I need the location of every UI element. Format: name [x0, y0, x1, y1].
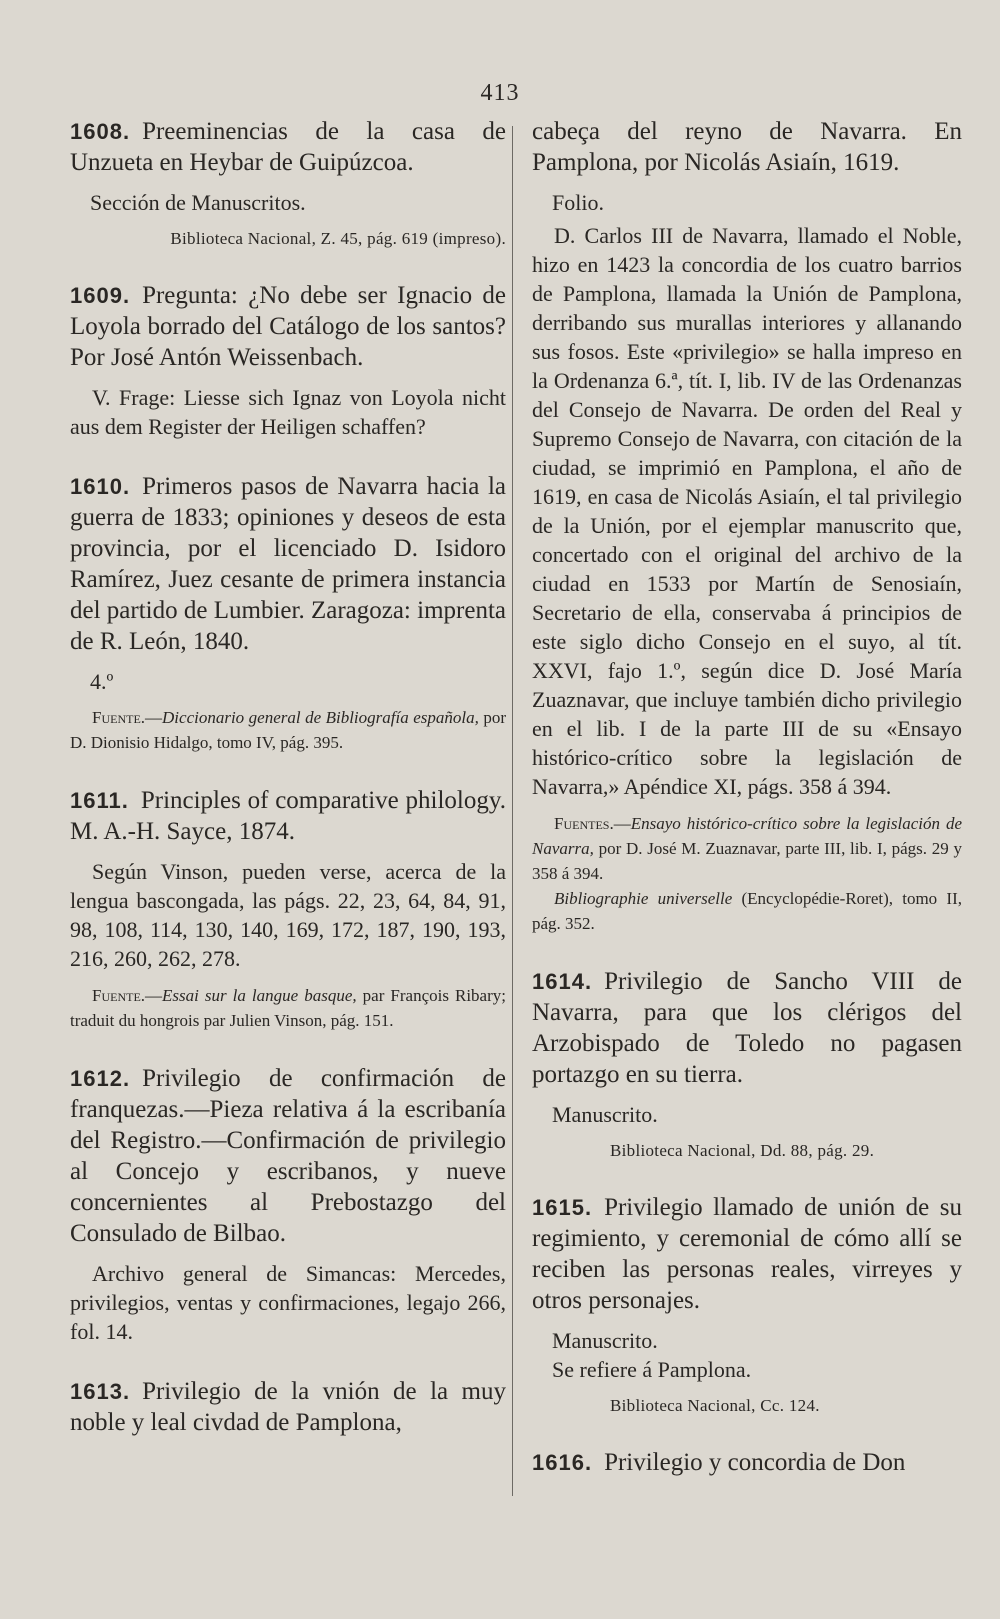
entry-number: 1614.	[532, 969, 593, 994]
left-column	[70, 116, 506, 1468]
entry-title: 1611. Principles of comparative philology. M. A.-H. Sayce, 1874.	[70, 787, 506, 845]
entry-title: 1612. Privilegio de confirmación de franquezas.—Pieza relativa á la escribanía del Registro.—Confirmación de privilegio al Concejo y escribanos, y nueve concernientes al Prebostazgo del Consulado de Bilbao.	[70, 1065, 506, 1247]
entry-1609	[70, 280, 506, 441]
entry-location: Biblioteca Nacional, Z. 45, pág. 619 (impreso).	[170, 229, 506, 248]
entry-source: Fuente.—Diccionario general de Bibliografía española, por D. Dionisio Hidalgo, tomo IV, pág. 395.	[70, 708, 506, 752]
entry-title: 1610. Primeros pasos de Navarra hacia la guerra de 1833; opiniones y deseos de esta provincia, por el licenciado D. Isidoro Ramírez, Juez cesante de primera instancia del partido de Lumbier. Zaragoza: imprenta de R. León, 1840.	[70, 473, 506, 655]
column-divider	[512, 126, 513, 1496]
entry-source-2: Bibliographie universelle (Encyclopédie-Roret), tomo II, pág. 352.	[532, 889, 962, 933]
entry-1616	[532, 1447, 962, 1478]
entry-number: 1612.	[70, 1066, 131, 1091]
entry-1613	[70, 1376, 506, 1438]
entry-title: 1616. Privilegio y concordia de Don	[532, 1449, 906, 1476]
entry-note-2: Se refiere á Pamplona.	[552, 1357, 752, 1382]
page-number: 413	[480, 80, 520, 106]
entry-number: 1610.	[70, 474, 131, 499]
entry-source: Fuentes.—Ensayo histórico-crítico sobre la legislación de Navarra, por D. José M. Zuaznavar, parte III, lib. I, págs. 29 y 358 á 394.	[532, 814, 962, 883]
entry-1610	[70, 471, 506, 755]
entry-location: Biblioteca Nacional, Dd. 88, pág. 29.	[610, 1141, 875, 1160]
entry-section: Sección de Manuscritos.	[90, 190, 306, 215]
entry-number: 1613.	[70, 1379, 131, 1404]
entry-number: 1609.	[70, 283, 131, 308]
entry-title: 1613. Privilegio de la vnión de la muy noble y leal civdad de Pamplona,	[70, 1378, 506, 1436]
entry-location: Biblioteca Nacional, Cc. 124.	[610, 1396, 820, 1415]
entry-number: 1608.	[70, 119, 131, 144]
entry-source: Fuente.—Essai sur la langue basque, par François Ribary; traduit du hongrois par Julien Vinson, pág. 151.	[70, 986, 506, 1030]
entry-title-continued: cabeça del reyno de Navarra. En Pamplona, por Nicolás Asiaín, 1619.	[532, 118, 962, 176]
entry-number: 1615.	[532, 1195, 593, 1220]
entry-note: Archivo general de Simancas: Mercedes, privilegios, ventas y confirmaciones, legajo 266, fol. 14.	[70, 1261, 506, 1344]
entry-1613-continued	[532, 116, 962, 936]
entry-1614	[532, 966, 962, 1162]
entry-number: 1616.	[532, 1450, 593, 1475]
entry-note: Manuscrito.	[552, 1328, 658, 1353]
entry-title: 1608. Preeminencias de la casa de Unzueta en Heybar de Guipúzcoa.	[70, 118, 506, 176]
entry-1611	[70, 785, 506, 1033]
entry-note: D. Carlos III de Navarra, llamado el Noble, hizo en 1423 la concordia de los cuatro barrios de Pamplona, llamada la Unión de Pamplona, derribando sus murallas interiores y allanando sus fosos. Este «privilegio» se halla impreso en la Ordenanza 6.ª, tít. I, lib. IV de las Ordenanzas del Consejo de Navarra. De orden del Real y Supremo Consejo de Navarra, con citación de la ciudad, se imprimió en Pamplona, el año de 1619, en casa de Nicolás Asiaín, el tal privilegio de la Unión, por el ejemplar manuscrito que, concertado con el original del archivo de la ciudad en 1533 por Martín de Senosiaín, Secretario de ella, conservaba á principios de este siglo dicho Consejo en el suyo, al tít. XXVI, fajo 1.º, según dice D. José María Zuaznavar, que incluye también dicho privilegio en el lib. I de la parte III de su «Ensayo histórico-crítico sobre la legislación de Navarra,» Apéndice XI, págs. 358 á 394.	[532, 223, 962, 799]
entry-title: 1609. Pregunta: ¿No debe ser Ignacio de Loyola borrado del Catálogo de los santos? Por José Antón Weissenbach.	[70, 282, 506, 371]
entry-title: 1615. Privilegio llamado de unión de su regimiento, y ceremonial de cómo allí se reciben las personas reales, virreyes y otros personajes.	[532, 1194, 962, 1314]
entry-format: Folio.	[552, 190, 604, 215]
entry-format: 4.º	[90, 669, 114, 694]
entry-1615	[532, 1192, 962, 1417]
entry-note: Manuscrito.	[552, 1102, 658, 1127]
entry-note: Según Vinson, pueden verse, acerca de la lengua bascongada, las págs. 22, 23, 64, 84, 91, 98, 108, 114, 130, 140, 169, 172, 187, 190, 193, 216, 260, 262, 278.	[70, 859, 506, 971]
entry-number: 1611.	[70, 788, 129, 813]
entry-1612	[70, 1063, 506, 1346]
entry-1608	[70, 116, 506, 250]
right-column	[532, 116, 962, 1508]
entry-title: 1614. Privilegio de Sancho VIII de Navarra, para que los clérigos del Arzobispado de Toledo no pagasen portazgo en su tierra.	[532, 968, 962, 1088]
entry-note: V. Frage: Liesse sich Ignaz von Loyola nicht aus dem Register der Heiligen schaffen?	[70, 385, 506, 439]
